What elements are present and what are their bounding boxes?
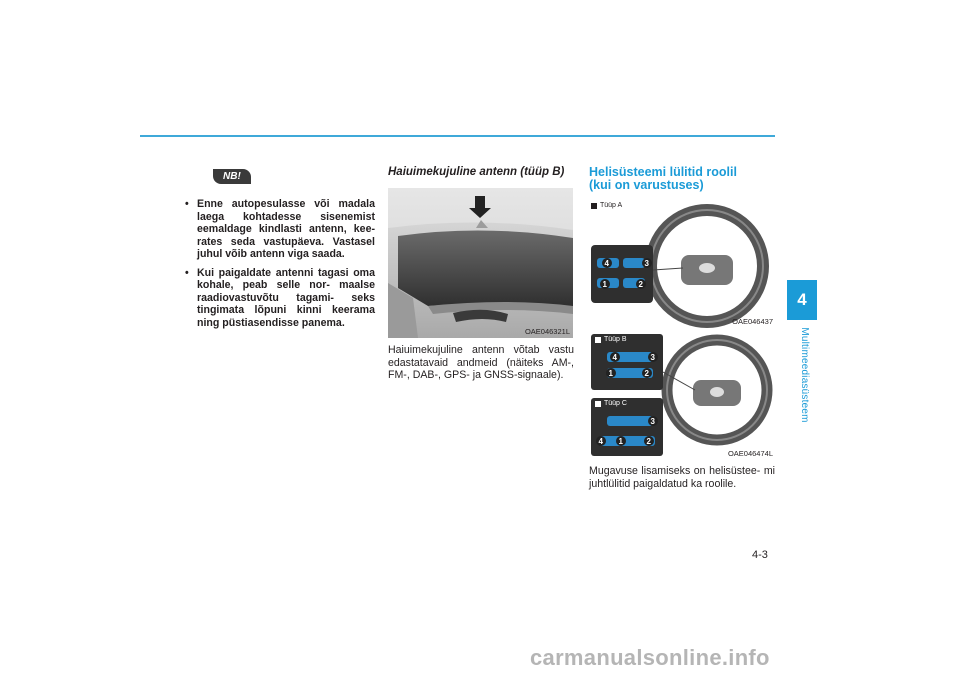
antenna-column: [388, 166, 574, 382]
square-icon: [595, 337, 601, 343]
svg-text:2: 2: [644, 369, 649, 378]
chapter-title: Multimeediasüsteem: [799, 327, 810, 423]
svg-text:3: 3: [644, 259, 649, 268]
svg-text:2: 2: [638, 280, 643, 289]
svg-text:4: 4: [604, 259, 609, 268]
svg-text:1: 1: [618, 437, 623, 446]
chapter-tab: 4: [787, 280, 817, 320]
svg-text:3: 3: [650, 353, 655, 362]
square-icon: [595, 401, 601, 407]
svg-text:3: 3: [650, 417, 655, 426]
type-b-text: Tüüp B: [604, 336, 627, 343]
type-a-text: Tüüp A: [600, 202, 623, 209]
antenna-photo: [388, 188, 573, 338]
steering-switch-column: [589, 166, 775, 490]
svg-text:2: 2: [646, 437, 651, 446]
type-b-label: [595, 336, 627, 343]
switch-heading: [589, 166, 775, 192]
antenna-description: Haiuimekujuline antenn võtab vastu edastatavaid andmeid (näiteks AM-, FM-, DAB-, GPS- ja GNSS-signaale).: [388, 344, 574, 381]
image-code-bc: OAE046474L: [727, 449, 773, 458]
page-number: 4-3: [752, 549, 768, 561]
svg-text:4: 4: [598, 437, 603, 446]
type-c-text: Tüüp C: [604, 400, 627, 407]
steering-image-type-a: [589, 200, 775, 328]
caution-list: [183, 198, 375, 329]
caution-item: • Enne autopesulasse või madala laega kohtadesse sisenemist eemaldage kindlasti antenn, kee- rates seda vastupäeva. Vastasel juhul võib antenn viga saada.: [183, 198, 375, 261]
header-rule: [140, 135, 775, 137]
svg-text:4: 4: [612, 353, 617, 362]
caution-column: [183, 166, 375, 335]
type-c-label: [595, 400, 627, 407]
switch-description: Mugavuse lisamiseks on helisüstee- mi juhtlülitid paigaldatud ka roolile.: [589, 465, 775, 490]
watermark: carmanualsonline.info: [530, 645, 770, 670]
switch-heading-line1: Helisüsteemi lülitid roolil: [589, 165, 737, 179]
svg-text:1: 1: [602, 280, 607, 289]
caution-item: • Kui paigaldate antenni tagasi oma kohale, peab selle nor- maalse raadiovastuvõtu tagami- seks tingimata lõpuni kinni keerama ning püstiasendisse panema.: [183, 267, 375, 330]
switch-heading-line2: (kui on varustuses): [589, 178, 704, 192]
svg-text:1: 1: [608, 369, 613, 378]
image-code: OAE046321L: [524, 327, 570, 336]
image-code-a: OAE046437: [732, 317, 773, 326]
steering-image-type-bc: [589, 332, 775, 459]
antenna-heading: Haiuimekujuline antenn (tüüp B): [388, 166, 565, 178]
nb-badge: NB!: [213, 169, 251, 184]
